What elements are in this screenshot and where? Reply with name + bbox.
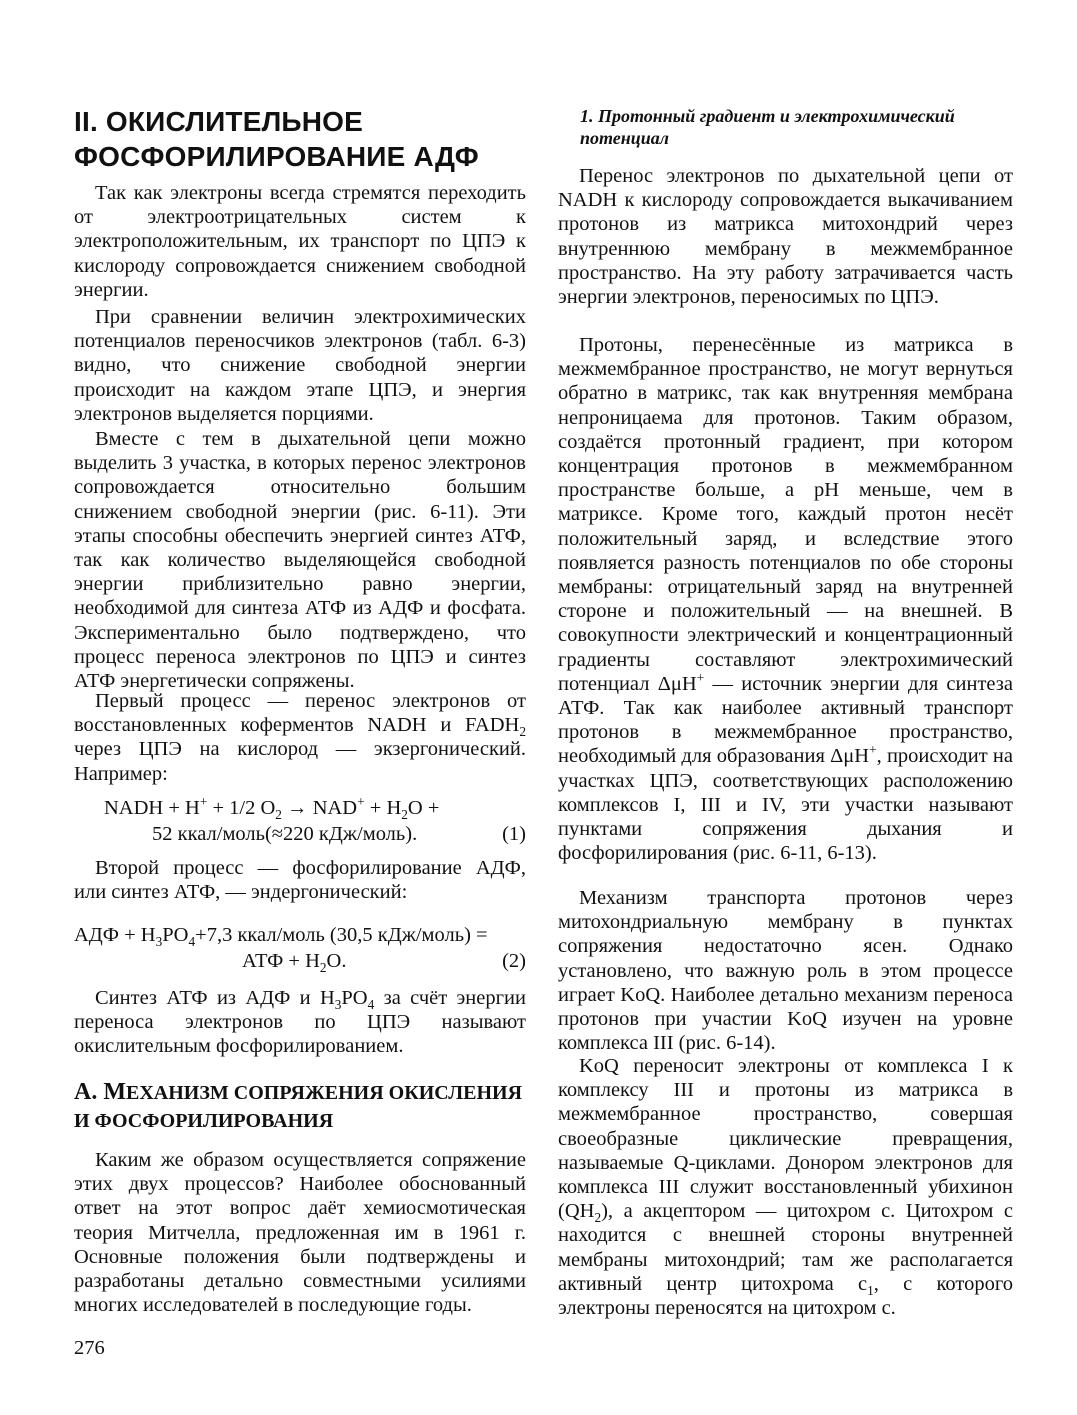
right-paragraph-3: Механизм транспорта протонов через митохондриальную мембрану в пунктах сопряжения недостаточно ясен. Однако установлено, что важную роль в этом процессе играет KoQ. Наиболее детально механизм переноса протонов при участии KoQ изучен на уровне комплекса III (рис. 6-14). — [558, 887, 1013, 1055]
subsection-title: А. МЕХАНИЗМ СОПРЯЖЕНИЯ ОКИСЛЕНИЯ И ФОСФОРИЛИРОВАНИЯ — [74, 1079, 523, 1132]
paragraph-5: Второй процесс — фосфорилирование АДФ, или синтез АТФ, — эндергонический: — [74, 857, 526, 904]
equation-2-line-2: АТФ + $H_2O$. — [242, 950, 347, 976]
paragraph-4: Первый процесс — перенос электронов от восстановленных коферментов NADH и $FADH_2$ через ЦПЭ на кислород — экзергонический. Например: — [74, 690, 526, 785]
equation-2-line-1: АДФ + $H_3PO_4+7,3$ ккал/моль (30,5 кДж/моль) = — [74, 924, 488, 950]
equation-2-number: (2) — [502, 950, 526, 972]
section-title: II. ОКИСЛИТЕЛЬНОЕ ФОСФОРИЛИРОВАНИЕ АДФ — [74, 106, 479, 172]
equation-1-number: (1) — [502, 823, 526, 845]
paragraph-6: Синтез АТФ из АДФ и $H_3PO_4$ за счёт энергии переноса электронов по ЦПЭ называют окислительным фосфорилированием. — [74, 987, 526, 1058]
equation-1-line-2: 52 ккал/моль(≈220 кДж/моль). — [152, 823, 418, 845]
right-paragraph-2: Протоны, перенесённые из матрикса в межмембранное пространство, не могут вернуться обратно в матрикс, так как внутренняя мембрана непроницаема для протонов. Таким образом, создаётся протонный градиент, при котором концентрация протонов в межмембранном пространстве больше, а pH меньше, чем в матриксе. Кроме того, каждый протон несёт положительный заряд, и вследствие этого появляется разность потенциалов по обе стороны мембраны: отрицательный заряд на внутренней стороне и положительный — на внешней. В совокупности электрический и концентрационный градиенты составляют электрохимический потенциал ΔμH+ — источник энергии для синтеза АТФ. Так как наиболее активный транспорт протонов в межмембранное пространство, необходимый для образования ΔμH+, происходит на участках ЦПЭ, соответствующих расположению комплексов I, III и IV, эти участки называют пунктами сопряжения дыхания и фосфорилирования (рис. 6-11, 6-13). — [558, 334, 1014, 865]
paragraph-2: При сравнении величин электрохимических потенциалов переносчиков электронов (табл. 6-3) видно, что снижение свободной энергии происходит на каждом этапе ЦПЭ, и энергия электронов выделяется порциями. — [74, 306, 526, 425]
paragraph-7: Каким же образом осуществляется сопряжение этих двух процессов? Наиболее обоснованный ответ на этот вопрос даёт хемиосмотическая теория Митчелла, предложенная им в 1961 г. Основные положения были подтверждены и разработаны детально совместными усилиями многих исследователей в последующие годы. — [74, 1149, 526, 1317]
page-number: 276 — [74, 1337, 105, 1359]
right-paragraph-4: KoQ переносит электроны от комплекса I к комплексу III и протоны из матрикса в межмембранное пространство, совершая своеобразные циклические превращения, называемые Q-циклами. Донором электронов для комплекса III служит восстановленный убихинон $(QH_2)$, а акцептором — цитохром с. Цитохром с находится с внешней стороны внутренней мембраны митохондрий; там же располагается активный центр цитохрома $с_1$, с которого электроны переносятся на цитохром с. — [558, 1055, 1013, 1320]
paragraph-3: Вместе с тем в дыхательной цепи можно выделить 3 участка, в которых перенос электронов сопровождается относительно большим снижением свободной энергии (рис. 6-11). Эти этапы способны обеспечить энергией синтез АТФ, так как количество выделяющейся свободной энергии приблизительно равно энергии, необходимой для синтеза АТФ из АДФ и фосфата. Экспериментально было подтверждено, что процесс переноса электронов по ЦПЭ и синтез АТФ энергетически сопряжены. — [74, 428, 526, 693]
right-paragraph-1: Перенос электронов по дыхательной цепи от NADH к кислороду сопровождается выкачиванием протонов из матрикса митохондрий через внутреннюю мембрану в межмембранное пространство. На эту работу затрачивается часть энергии электронов, переносимых по ЦПЭ. — [558, 165, 1013, 309]
equation-1-line-1: NADH + H+ + 1/2 $O_2 \to NAD^+ + H_2O$ + — [104, 794, 440, 823]
paragraph-1: Так как электроны всегда стремятся переходить от электроотрицательных систем к электроположительным, их транспорт по ЦПЭ к кислороду сопровождается снижением свободной энергии. — [74, 182, 526, 301]
subsection-heading: 1. Протонный градиент и электрохимический потенциал — [580, 106, 955, 148]
